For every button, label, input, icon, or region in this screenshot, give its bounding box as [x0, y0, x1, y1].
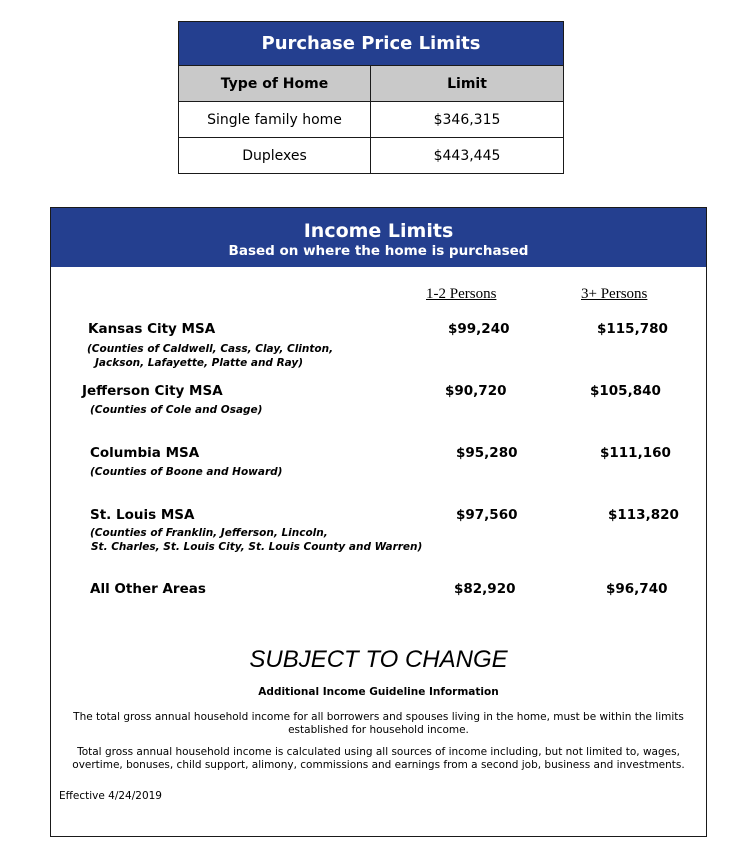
limit-1-2-persons: $90,720 [445, 383, 507, 399]
table-header-row [179, 65, 563, 101]
counties-line: (Counties of Boone and Howard) [90, 466, 283, 478]
limit-3-plus-persons: $96,740 [606, 581, 668, 597]
limit-1-2-persons: $99,240 [448, 321, 510, 337]
counties-line: (Counties of Franklin, Jefferson, Lincoln, [90, 527, 328, 539]
header-limit: Limit [447, 75, 487, 92]
limit-cell: $346,315 [433, 111, 501, 128]
limit-cell: $443,445 [433, 147, 501, 164]
income-guideline-paragraph: The total gross annual household income for all borrowers and spouses living in the home, must be within the limits established for household income. [73, 711, 684, 736]
income-limits-subtitle: Based on where the home is purchased [228, 243, 529, 259]
limit-3-plus-persons: $111,160 [600, 445, 671, 461]
counties-line: (Counties of Cole and Osage) [90, 404, 263, 416]
effective-date: Effective 4/24/2019 [59, 790, 162, 802]
counties-line: (Counties of Caldwell, Cass, Clay, Clinton, [87, 343, 334, 355]
income-limits-banner [51, 208, 706, 267]
column-header-1-2-persons: 1-2 Persons [426, 286, 497, 302]
counties-line: Jackson, Lafayette, Platte and Ray) [95, 357, 304, 369]
limit-1-2-persons: $95,280 [456, 445, 518, 461]
income-limits-title: Income Limits [303, 220, 454, 242]
header-type-of-home: Type of Home [179, 66, 371, 101]
region-name: St. Louis MSA [90, 507, 195, 523]
limit-1-2-persons: $97,560 [456, 507, 518, 523]
region-counties [90, 465, 390, 479]
region-name: Jefferson City MSA [82, 383, 223, 399]
region-counties [90, 526, 430, 554]
region-counties [87, 342, 387, 370]
table-row [179, 101, 563, 137]
limit-3-plus-persons: $115,780 [597, 321, 668, 337]
region-name: Columbia MSA [90, 445, 200, 461]
income-limits-box [50, 207, 707, 837]
limit-3-plus-persons: $113,820 [608, 507, 679, 523]
home-type-cell: Single family home [179, 102, 371, 137]
subject-to-change-notice: SUBJECT TO CHANGE [249, 646, 508, 673]
additional-guideline-heading: Additional Income Guideline Information [258, 686, 499, 698]
region-counties [90, 403, 390, 417]
table-row [179, 137, 563, 173]
counties-line: St. Charles, St. Louis City, St. Louis County and Warren) [91, 541, 423, 553]
region-name: Kansas City MSA [88, 321, 216, 337]
purchase-price-table [178, 21, 564, 174]
limit-3-plus-persons: $105,840 [590, 383, 661, 399]
column-header-3-plus-persons: 3+ Persons [581, 286, 648, 302]
limit-1-2-persons: $82,920 [454, 581, 516, 597]
income-calculation-paragraph: Total gross annual household income is calculated using all sources of income including, but not limited to, wages, overtime, bonuses, child support, alimony, commissions and earnings from a second job, business and investments. [72, 746, 685, 771]
home-type-cell: Duplexes [179, 138, 371, 173]
region-name: All Other Areas [90, 581, 206, 597]
purchase-price-title: Purchase Price Limits [179, 22, 563, 65]
